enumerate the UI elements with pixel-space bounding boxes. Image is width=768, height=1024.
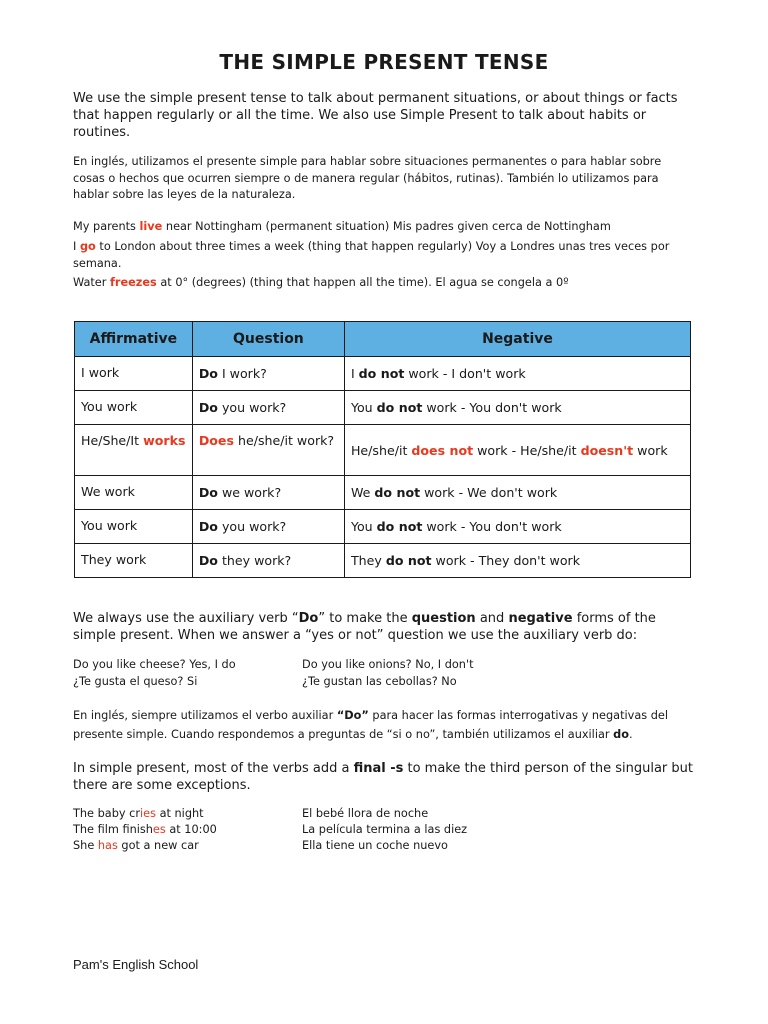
qa-line: ¿Te gustan las cebollas? No — [302, 674, 457, 688]
question-cell: Do you work? — [192, 510, 344, 544]
question-cell: Does he/she/it work? — [192, 425, 344, 476]
example-text: near Nottingham (permanent situation) Mis padres given cerca de Nottingham — [162, 220, 611, 233]
question-cell: Do you work? — [192, 391, 344, 425]
qa-line: Do you like cheese? Yes, I do — [73, 658, 236, 671]
negative-cell: You do not work - You don't work — [344, 391, 690, 425]
example-text: My parents — [73, 220, 140, 233]
auxiliary-paragraph: We always use the auxiliary verb “Do” to make the question and negative forms of the simple present. When we answer a “yes or not” question we use the auxiliary verb do: — [73, 611, 656, 643]
third-person-paragraph: In simple present, most of the verbs add a final -s to make the third person of the singular but there are some exceptions. — [73, 761, 693, 793]
example-translation: El bebé llora de noche — [302, 807, 429, 820]
example-text: at 0° (degrees) (thing that happen all the time). El agua se congela a 0º — [156, 276, 569, 289]
affirmative-cell: I work — [75, 357, 193, 391]
question-cell: Do they work? — [192, 544, 344, 578]
qa-line: ¿Te gusta el queso? Si — [73, 674, 198, 688]
negative-cell: He/she/it does not work - He/she/it doesn't work — [344, 425, 690, 476]
qa-right — [302, 657, 474, 690]
affirmative-cell: They work — [75, 544, 193, 578]
example-text: Water — [73, 276, 110, 289]
table-row — [75, 391, 691, 425]
example-highlight: freezes — [110, 276, 157, 289]
example-line: The baby cries at night — [73, 807, 204, 820]
table-row — [75, 425, 691, 476]
table-row — [75, 510, 691, 544]
example-highlight: go — [79, 240, 96, 253]
affirmative-cell: You work — [75, 510, 193, 544]
header-question: Question — [192, 322, 344, 357]
affirmative-cell: You work — [75, 391, 193, 425]
qa-line: Do you like onions? No, I don't — [302, 658, 474, 671]
example-text: I — [73, 240, 80, 253]
intro-spanish: En inglés, utilizamos el presente simple para hablar sobre situaciones permanentes o para hablar sobre cosas o hechos que ocurren siempre o de manera regular (hábitos, rutinas). También lo utilizamos para hablar sobre las leyes de la naturaleza. — [73, 155, 662, 201]
example-3 — [73, 275, 693, 292]
table-row — [75, 476, 691, 510]
header-affirmative: Affirmative — [75, 322, 193, 357]
conjugation-table — [74, 321, 691, 578]
example-line: She has got a new car — [73, 839, 199, 852]
example-2 — [73, 239, 693, 272]
example-translation: Ella tiene un coche nuevo — [302, 839, 448, 852]
table-header-row — [75, 322, 691, 357]
table-row — [75, 357, 691, 391]
third-person-examples-es — [302, 806, 467, 854]
table-row — [75, 544, 691, 578]
example-line: The film finishes at 10:00 — [73, 823, 217, 836]
negative-cell: I do not work - I don't work — [344, 357, 690, 391]
header-negative: Negative — [344, 322, 690, 357]
spanish-auxiliary-paragraph: En inglés, siempre utilizamos el verbo auxiliar “Do” para hacer las formas interrogativas y negativas del presente simple. Cuando respondemos a preguntas de “si o no”, también utilizamos el auxiliar do. — [73, 709, 668, 741]
question-cell: Do we work? — [192, 476, 344, 510]
footer: Pam's English School — [73, 957, 199, 972]
third-person-examples-en — [73, 806, 217, 854]
affirmative-cell: He/She/It works — [75, 425, 193, 476]
negative-cell: They do not work - They don't work — [344, 544, 690, 578]
question-cell: Do I work? — [192, 357, 344, 391]
affirmative-cell: We work — [75, 476, 193, 510]
page-title: THE SIMPLE PRESENT TENSE — [219, 50, 549, 74]
example-text: to London about three times a week (thing that happen regularly) Voy a Londres unas tres veces por semana. — [73, 240, 670, 270]
example-highlight: live — [139, 220, 163, 233]
qa-left — [73, 657, 236, 690]
intro-english: We use the simple present tense to talk about permanent situations, or about things or facts that happen regularly or all the time. We also use Simple Present to talk about habits or routines. — [73, 91, 678, 140]
negative-cell: You do not work - You don't work — [344, 510, 690, 544]
example-translation: La película termina a las diez — [302, 823, 468, 836]
example-1 — [73, 219, 693, 236]
negative-cell: We do not work - We don't work — [344, 476, 690, 510]
